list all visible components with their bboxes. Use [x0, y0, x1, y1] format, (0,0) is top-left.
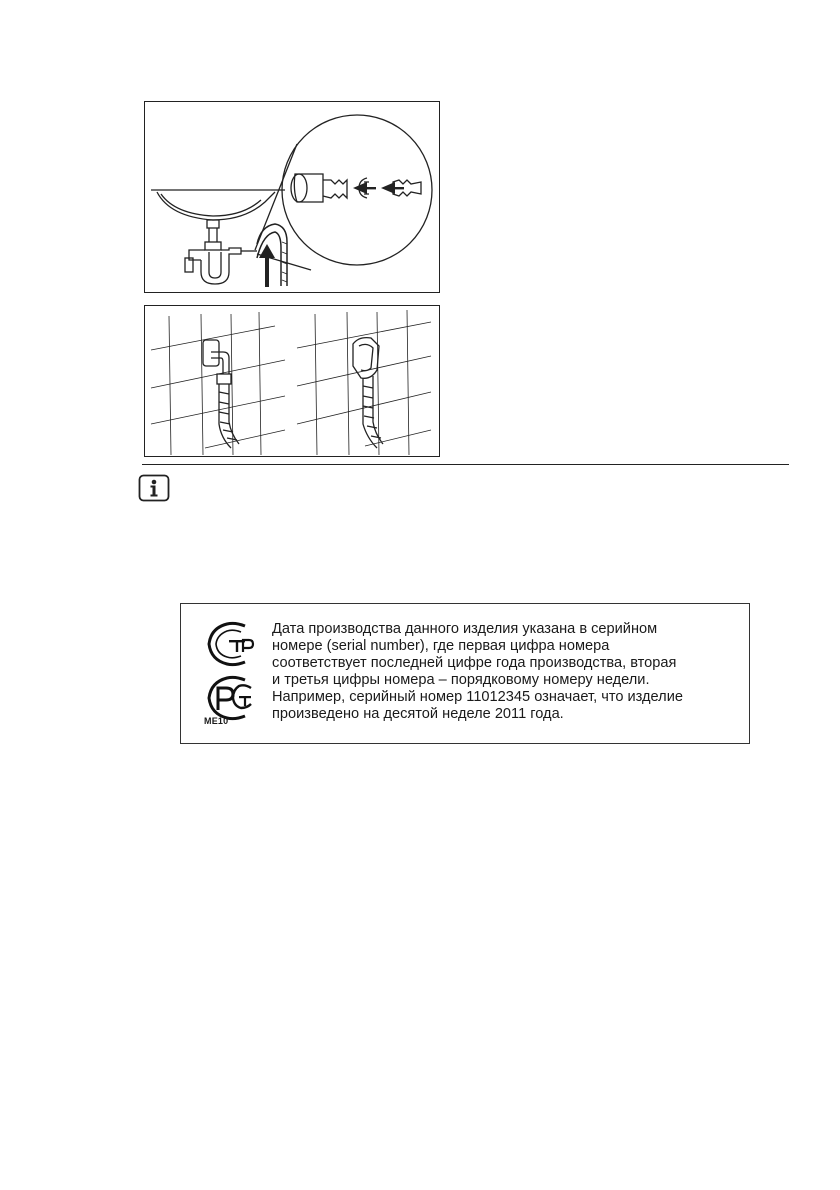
production-date-explanation: [272, 621, 742, 723]
certification-marks: [201, 618, 261, 730]
eac-tr-mark-icon: [209, 623, 253, 664]
cert-line: Например, серийный номер 11012345 означает, что изделие: [272, 689, 683, 705]
certification-mark-code: ME10: [204, 716, 229, 726]
cert-line: соответствует последней цифре года производства, вторая: [272, 655, 677, 671]
gost-r-mark-icon: [209, 677, 251, 718]
cert-line: Дата производства данного изделия указана в серийном: [272, 621, 658, 637]
wall-connection-figure: [144, 305, 440, 457]
sink-drain-hose-icon: [145, 102, 438, 291]
cert-line: и третья цифры номера – порядковому номеру недели.: [272, 672, 650, 688]
certification-notice: [180, 603, 750, 744]
wall-drain-hose-icon: [145, 306, 438, 455]
info-icon: [138, 474, 170, 502]
sink-connection-figure: [144, 101, 440, 293]
section-divider: [142, 464, 789, 465]
cert-line: номере (serial number), где первая цифра номера: [272, 638, 610, 654]
cert-line: произведено на десятой неделе 2011 года.: [272, 706, 564, 722]
